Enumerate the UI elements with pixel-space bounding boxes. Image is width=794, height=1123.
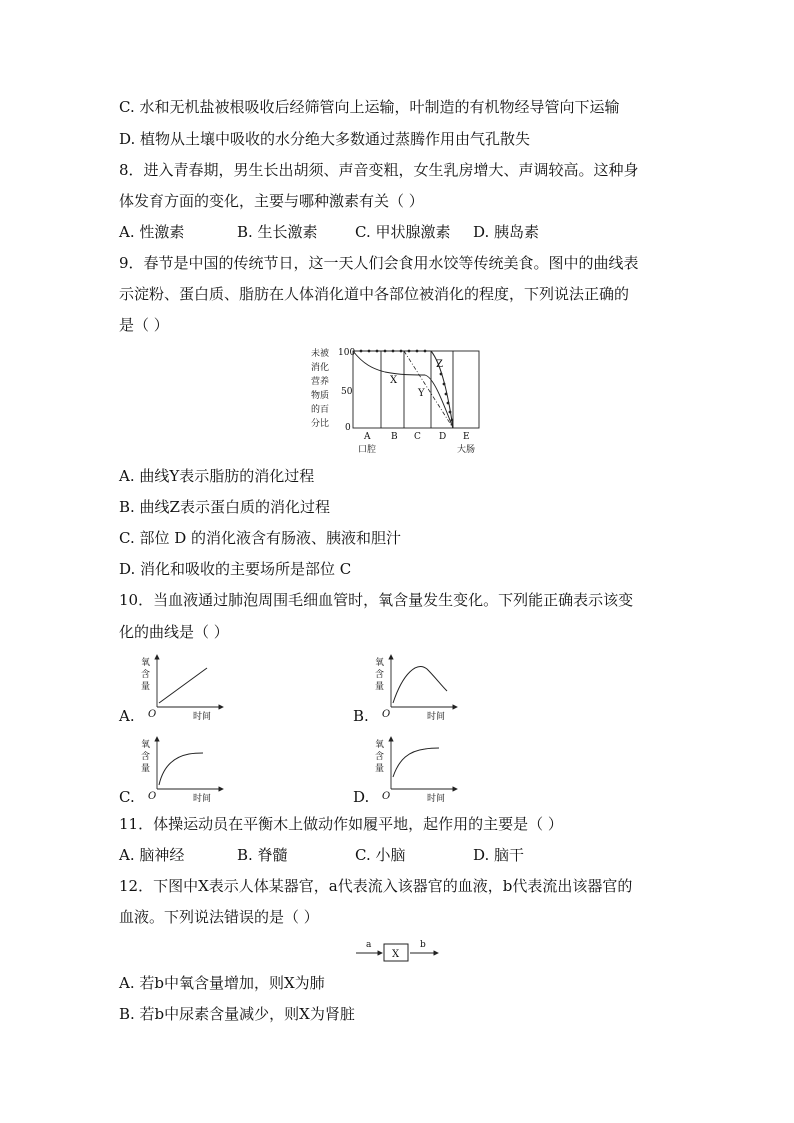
ylabel-3: 量 xyxy=(375,764,385,774)
q11-option-b: B. 脊髓 xyxy=(237,846,288,864)
ylabel-2: 含 xyxy=(141,670,151,680)
q8-option-b: B. 生长激素 xyxy=(237,223,318,241)
chart-ylabel-4: 物质 xyxy=(311,391,330,401)
section-c: C xyxy=(414,432,421,442)
chart-ylabel-3: 营养 xyxy=(311,377,330,387)
ylabel-2: 含 xyxy=(375,752,385,762)
ylabel-2: 含 xyxy=(375,670,385,680)
q12-option-b: B. 若b中尿素含量减少，则X为肾脏 xyxy=(119,1005,355,1023)
q9-option-d: D. 消化和吸收的主要场所是部位 C xyxy=(119,560,352,578)
q10-graph-d xyxy=(371,733,461,805)
section-b: B xyxy=(391,432,398,442)
ylabel-1: 氧 xyxy=(141,740,151,750)
curve-label-z: Z xyxy=(436,359,443,370)
chart-frame xyxy=(353,351,479,428)
origin-label: O xyxy=(382,709,391,720)
q10-option-b-label: B. xyxy=(353,707,369,725)
ylabel-1: 氧 xyxy=(375,658,385,668)
xlabel: 时间 xyxy=(427,712,446,722)
q8-stem-line1: 8．进入青春期，男生长出胡须、声音变粗，女生乳房增大、声调较高。这种身 xyxy=(119,161,639,179)
q10-option-a-label: A. xyxy=(119,707,135,725)
q7-option-d: D. 植物从土壤中吸收的水分绝大多数通过蒸腾作用由气孔散失 xyxy=(119,130,531,148)
curve-linear xyxy=(159,668,207,703)
section-a: A xyxy=(364,432,371,442)
chart-ylabel-5: 的百 xyxy=(311,405,330,415)
ylabel-3: 量 xyxy=(141,764,151,774)
q10-option-c-label: C. xyxy=(119,788,135,806)
q8-option-d: D. 胰岛素 xyxy=(473,223,540,241)
chart-ylabel-2: 消化 xyxy=(311,363,330,373)
digestion-chart xyxy=(305,342,495,460)
organ-label: X xyxy=(392,949,400,960)
xlabel: 时间 xyxy=(193,712,212,722)
q10-stem-line2: 化的曲线是（ ） xyxy=(119,623,229,641)
xlabel: 时间 xyxy=(193,794,212,804)
q8-option-c: C. 甲状腺激素 xyxy=(355,223,451,241)
blood-out-label: b xyxy=(420,940,426,950)
ylabel-3: 量 xyxy=(375,682,385,692)
q11-option-c: C. 小脑 xyxy=(355,846,406,864)
q10-stem-line1: 10．当血液通过肺泡周围毛细血管时，氧含量发生变化。下列能正确表示该变 xyxy=(119,591,634,609)
chart-ytick-100: 100 xyxy=(338,348,356,358)
q12-stem-line2: 血液。下列说法错误的是（ ） xyxy=(119,908,319,926)
q9-option-c: C. 部位 D 的消化液含有肠液、胰液和胆汁 xyxy=(119,529,402,547)
section-name-large-intestine: 大肠 xyxy=(457,445,476,455)
q10-graph-b xyxy=(371,651,461,723)
section-e: E xyxy=(463,432,470,442)
q10-graph-c xyxy=(137,733,227,805)
origin-label: O xyxy=(382,791,391,802)
chart-ylabel-1: 未被 xyxy=(311,349,330,359)
section-name-mouth: 口腔 xyxy=(358,445,377,455)
q9-option-a: A. 曲线Y表示脂肪的消化过程 xyxy=(119,467,315,485)
q11-stem: 11．体操运动员在平衡木上做动作如履平地，起作用的主要是（ ） xyxy=(119,815,563,833)
q10-graph-a xyxy=(137,651,227,723)
ylabel-2: 含 xyxy=(141,752,151,762)
curve-peak xyxy=(393,667,447,703)
curve-label-y: Y xyxy=(418,388,425,399)
ylabel-3: 量 xyxy=(141,682,151,692)
ylabel-1: 氧 xyxy=(375,740,385,750)
section-d: D xyxy=(439,432,447,442)
q9-option-b: B. 曲线Z表示蛋白质的消化过程 xyxy=(119,498,330,516)
organ-flow-diagram xyxy=(354,938,440,964)
q9-stem-line1: 9．春节是中国的传统节日，这一天人们会食用水饺等传统美食。图中的曲线表 xyxy=(119,254,639,272)
chart-ylabel xyxy=(311,347,329,429)
q12-option-a: A. 若b中氧含量增加，则X为肺 xyxy=(119,974,325,992)
chart-ylabel-6: 分比 xyxy=(311,419,330,429)
ylabel-1: 氧 xyxy=(141,658,151,668)
chart-ytick-0: 0 xyxy=(345,423,351,433)
q9-stem-line2: 示淀粉、蛋白质、脂肪在人体消化道中各部位被消化的程度，下列说法正确的 xyxy=(119,285,630,303)
origin-label: O xyxy=(148,791,157,802)
curve-plateau-offset xyxy=(393,748,439,777)
xlabel: 时间 xyxy=(427,794,446,804)
curve-plateau-from-zero xyxy=(159,753,203,785)
q12-stem-line1: 12．下图中X表示人体某器官，a代表流入该器官的血液，b代表流出该器官的 xyxy=(119,877,633,895)
q8-stem-line2: 体发育方面的变化，主要与哪种激素有关（ ） xyxy=(119,192,424,210)
chart-ytick-50: 50 xyxy=(341,387,353,397)
q10-option-d-label: D. xyxy=(353,788,370,806)
blood-in-label: a xyxy=(366,940,372,950)
q7-option-c: C. 水和无机盐被根吸收后经筛管向上运输，叶制造的有机物经导管向下运输 xyxy=(119,98,620,116)
origin-label: O xyxy=(148,709,157,720)
q8-option-a: A. 性激素 xyxy=(119,223,185,241)
q9-stem-line3: 是（ ） xyxy=(119,316,169,334)
q11-option-a: A. 脑神经 xyxy=(119,846,185,864)
curve-label-x: X xyxy=(390,375,398,386)
q11-option-d: D. 脑干 xyxy=(473,846,525,864)
